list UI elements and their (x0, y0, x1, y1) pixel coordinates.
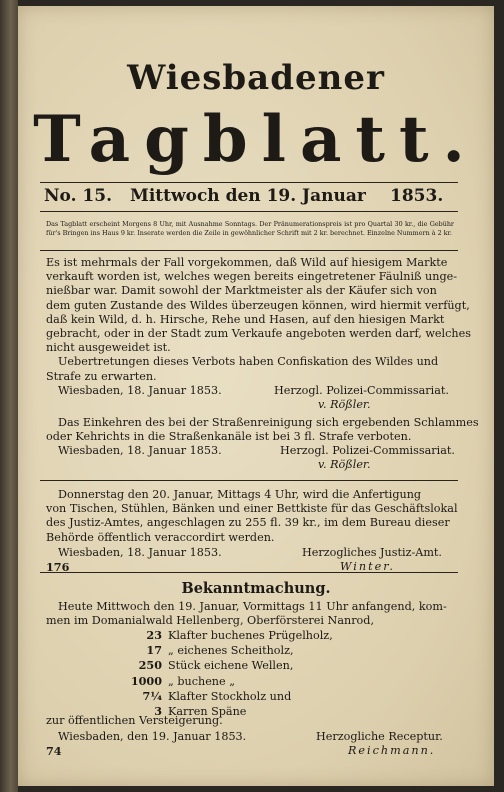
masthead-city: Wiesbadener (127, 58, 385, 98)
list-item: 17 „ eichenes Scheitholz, (146, 643, 294, 658)
article4-closing: zur öffentlichen Versteigerung. (46, 714, 223, 727)
article3-signer: Winter. (340, 560, 395, 573)
article4-signer: Reichmann. (348, 744, 436, 757)
book-spine (0, 0, 18, 792)
article3-place-date: Wiesbaden, 18. Januar 1853. (58, 546, 222, 559)
auction-item-list (126, 628, 333, 719)
text-line: verkauft worden ist, welches wegen bereits eingetretener Fäulniß unge- (46, 270, 458, 284)
article4-heading: Bekanntmachung. (181, 580, 331, 597)
list-item: 3 Karren Späne (154, 704, 247, 719)
article-street-cleaning (46, 416, 479, 444)
text-line: men im Domanialwald Hellenberg, Oberförsterei Nanrod, (46, 614, 375, 628)
list-item: 7¼ Klafter Stockholz und (142, 688, 292, 703)
section-rule-1 (40, 480, 458, 481)
article4-office: Herzogliche Receptur. (316, 730, 443, 743)
text-line: Heute Mittwoch den 19. Januar, Vormittags 11 Uhr anfangend, kom- (58, 600, 447, 613)
text-line: Es ist mehrmals der Fall vorgekommen, daß Wild auf hiesigem Markte (46, 256, 448, 269)
text-line: Strafe zu erwarten. (46, 369, 157, 383)
list-item: 250 Stück eichene Wellen, (138, 658, 294, 673)
issue-year: 1853. (390, 186, 444, 206)
list-item: 23 Klafter buchenes Prügelholz, (146, 628, 333, 642)
text-line: von Tischen, Stühlen, Bänken und einer Bettkiste für das Geschäftslokal (46, 502, 458, 516)
notice-rule (40, 250, 458, 251)
text-line: nießbar war. Damit sowohl der Marktmeister als der Käufer sich von (46, 284, 437, 298)
article3-ref: 176 (46, 560, 70, 574)
article-wood-auction (46, 600, 447, 628)
section-rule-2 (40, 572, 458, 573)
newspaper-page (18, 6, 494, 786)
article2-signer: v. Rößler. (318, 458, 371, 471)
issue-number: No. 15. (44, 186, 112, 206)
dateline-top-rule (40, 182, 458, 183)
article2-place-date: Wiesbaden, 18. Januar 1853. (58, 444, 222, 457)
dateline-bottom-rule (40, 211, 458, 212)
text-line: dem guten Zustande des Wildes überzeugen können, wird hiermit verfügt, (46, 298, 470, 312)
text-line: Uebertretungen dieses Verbots haben Confiskation des Wildes und (58, 355, 439, 369)
masthead-title: Tagblatt. (33, 102, 479, 177)
article-game-meat (46, 256, 471, 384)
text-line: des Justiz-Amtes, angeschlagen zu 255 fl. 39 kr., im dem Bureau dieser (46, 516, 450, 530)
text-line: gebracht, oder in der Stadt zum Verkaufe angeboten werden darf, welches (46, 327, 471, 341)
article-furniture-tender (46, 488, 458, 545)
list-item: 1000 „ buchene „ (130, 673, 235, 688)
article1-office: Herzogl. Polizei-Commissariat. (274, 384, 449, 397)
article2-office: Herzogl. Polizei-Commissariat. (280, 444, 455, 457)
text-line: Donnerstag den 20. Januar, Mittags 4 Uhr, wird die Anfertigung (58, 488, 422, 501)
article1-signer: v. Rößler. (318, 398, 371, 411)
issue-date: Mittwoch den 19. Januar (130, 186, 366, 206)
article4-ref: 74 (46, 744, 62, 758)
text-line: nicht ausgeweidet ist. (46, 341, 171, 355)
subscription-notice: Das Tagblatt erscheint Morgens 8 Uhr, mit Ausnahme Sonntags. Der Pränumerationspreis ist pro Quartal 30 kr., die Gebühr für's Bringen ins Haus 9 kr. Inserate werden die Zeile in gewöhnlicher Schrift mit 2 kr. berechnet. Einzelne Nummern à 2 kr. (46, 220, 454, 237)
text-line: Das Einkehren des bei der Straßenreinigung sich ergebenden Schlammes (58, 416, 479, 429)
article1-place-date: Wiesbaden, 18. Januar 1853. (58, 384, 222, 397)
text-line: oder Kehrichts in die Straßenkanäle ist bei 3 fl. Strafe verboten. (46, 430, 412, 444)
text-line: daß kein Wild, d. h. Hirsche, Rehe und Hasen, auf den hiesigen Markt (46, 312, 445, 326)
text-line: Behörde öffentlich veraccordirt werden. (46, 530, 275, 544)
article3-office: Herzogliches Justiz-Amt. (302, 546, 442, 559)
article4-place-date: Wiesbaden, den 19. Januar 1853. (58, 730, 247, 743)
